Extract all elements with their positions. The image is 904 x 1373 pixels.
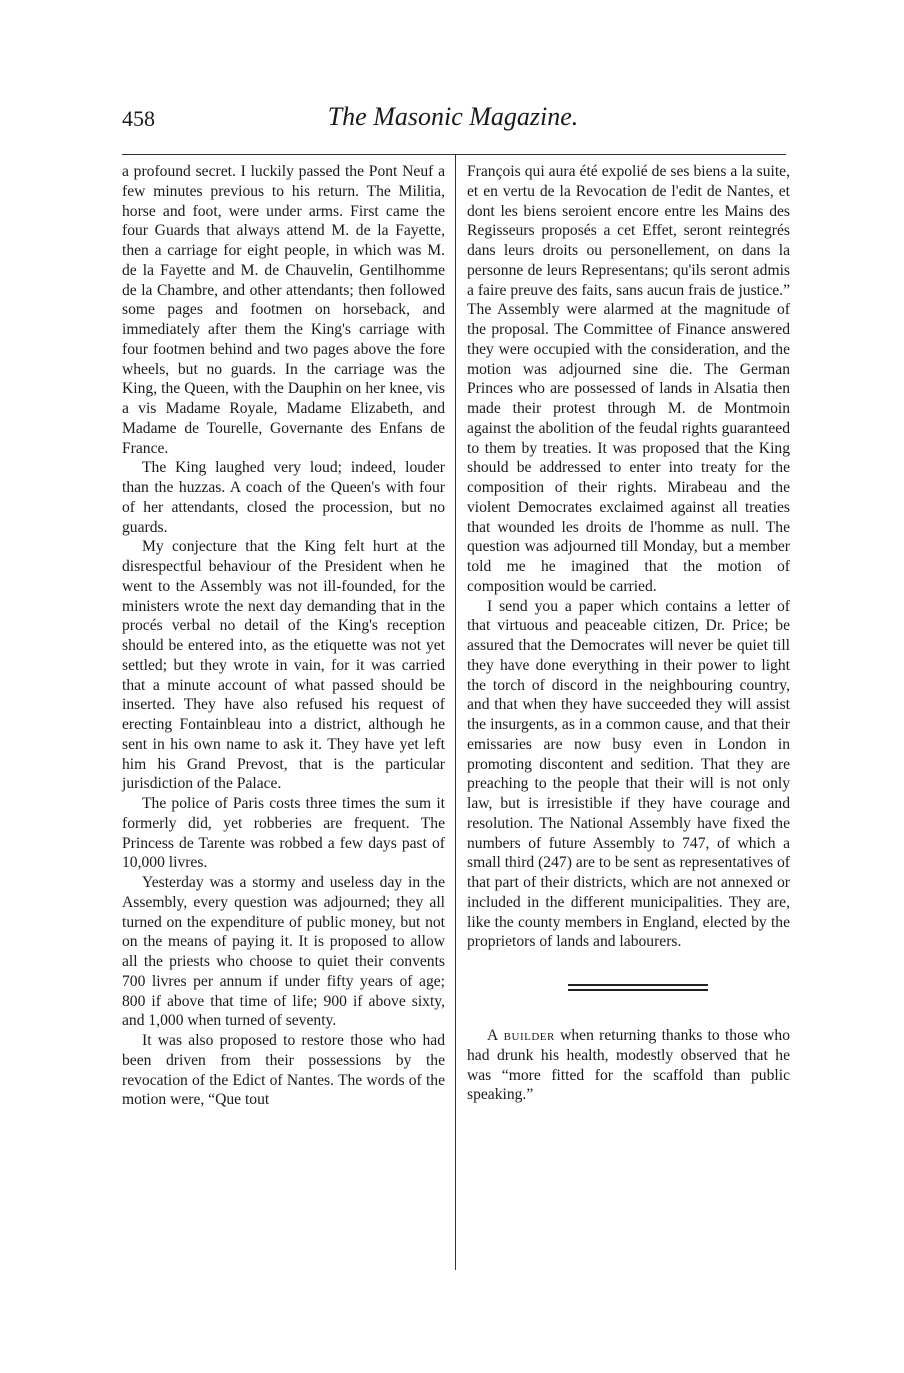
running-title: The Masonic Magazine.	[327, 102, 579, 131]
page-header	[122, 100, 784, 140]
paragraph: My conjecture that the King felt hurt at the disrespectful behaviour of the President when he went to the Assembly was not ill-founded, for the ministers wrote the next day demanding that in the procés verbal no detail of the King's reception should be entered into, as the etiquette was not yet settled; but they wrote in vain, for it was carried that a minute account of what passed should be inserted. They have also refused his request of erecting Fontainbleau into a district, although he sent in his own name to ask it. They have yet left him his Grand Prevost, that is the particular jurisdiction of the Palace.	[122, 538, 445, 793]
anecdote-text: when returning thanks to those who had drunk his health, modestly observed that he was “more fitted for the scaffold than public speaking.”	[467, 1027, 790, 1104]
header-rule	[122, 154, 786, 155]
anecdote-paragraph	[467, 1026, 790, 1105]
paragraph: The King laughed very loud; indeed, louder than the huzzas. A coach of the Queen's with four of her attendants, closed the procession, but no guards.	[122, 459, 445, 536]
paragraph: It was also proposed to restore those who had been driven from their possessions by the revocation of the Edict of Nantes. The words of the motion were, “Que tout	[122, 1032, 445, 1109]
paragraph: a profound secret. I luckily passed the Pont Neuf a few minutes previous to his return. The Militia, horse and foot, were under arms. First came the four Guards that always attend M. de la Fayette, then a carriage for eight people, in which was M. de la Fayette and M. de Chauvelin, Gentilhomme de la Chambre, and other attendants; then followed some pages and footmen on horseback, and immediately after them the King's carriage with four footmen behind and two pages above the fore wheels, but no guards. In the carriage was the King, the Queen, with the Dauphin on her knee, vis a vis Madame Royale, Madame Elizabeth, and Madame de Tourelle, Governante des Enfans de France.	[122, 163, 445, 457]
divider-line	[568, 984, 708, 986]
page-number: 458	[122, 106, 155, 131]
paragraph: The police of Paris costs three times the sum it formerly did, yet robberies are frequent. The Princess de Tarente was robbed a few days past of 10,000 livres.	[122, 795, 445, 872]
paragraph: François qui aura été expolié de ses biens a la suite, et en vertu de la Revocation de l'edit de Nantes, et dont les biens seroient encore entre les Mains des Regisseurs proposés a cet Effet, seront reintegrés dans leurs droits ou personellement, on dans la personne de leurs Representans; qu'ils seront admis a faire preuve des faits, sans aucun frais de justice.” The Assembly were alarmed at the magnitude of the proposal. The Committee of Finance answered they were occupied with the consideration, and the motion was adjourned sine die. The German Princes who are possessed of lands in Alsatia then made their protest through M. de Montmoin against the abolition of the feudal rights guaranteed to them by treaties. It was proposed that the King should be addressed to enter into treaty for the composition of their rights. Mirabeau and the violent Democrates exclaimed against all treaties that wounded les droits de l'homme as null. The question was adjourned till Monday, but a member told me he imagined that the motion of composition would be carried.	[467, 163, 790, 595]
paragraph: I send you a paper which contains a letter of that virtuous and peaceable citizen, Dr. Price; be assured that the Democrates will never be quiet till they have done everything in their power to light the torch of discord in the neighbouring country, and that when they have succeeded they will assist the insurgents, as in a common cause, and that their emissaries are now busy even in London in promoting discontent and sedition. That they are preaching to the people that their will is not only law, but is irresistible if they have courage and resolution. The National Assembly have fixed the numbers of future Assembly to 747, of which a small third (247) are to be sent as representatives of that part of their districts, which are not annexed or included in the different municipalities. They are, like the county members in England, elected by the proprietors of lands and labourers.	[467, 597, 790, 951]
paragraph: Yesterday was a stormy and useless day in the Assembly, every question was adjourned; they all turned on the expenditure of public money, but not on the means of paying it. It is proposed to allow all the priests who choose to quiet their convents 700 livres per annum if under fifty years of age; 800 if above that time of life; 900 if above sixty, and 1,000 when turned of seventy.	[122, 874, 445, 1030]
anecdote-lead: A builder	[487, 1027, 555, 1044]
right-column	[467, 162, 790, 1105]
left-column	[122, 162, 445, 1110]
section-divider	[467, 984, 790, 992]
divider-line	[568, 989, 708, 991]
column-divider	[455, 155, 456, 1270]
